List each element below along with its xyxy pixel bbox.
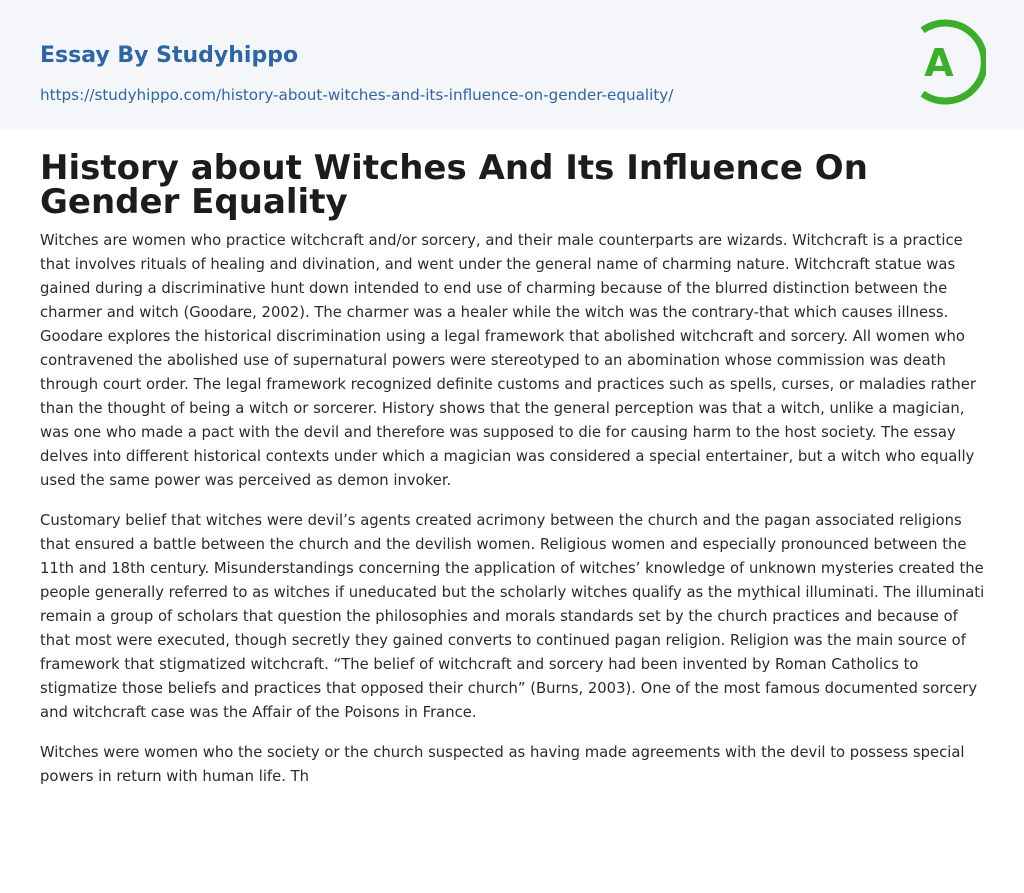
page-title: History about Witches And Its Influence On Gender Equality [40, 148, 868, 222]
essay-paragraph: Customary belief that witches were devil’s agents created acrimony between the church and the pagan associated religions that ensured a battle between the church and the devilish women. Religious women and especially pronounced between the 11th and 18th century. Misunderstandings concerning the application of witches’ knowledge of unknown mysteries created the people generally referred to as witches if uneducated but the scholarly witches qualify as the mythical illuminati. The illuminati remain a group of scholars that question the philosophies and morals standards set by the church practices and because of that most were executed, though secretly they gained converts to continued pagan religion. Religion was the main source of framework that stigmatized witchcraft. “The belief of witchcraft and sorcery had been invented by Roman Catholics to stigmatize those beliefs and practices that opposed their church” (Burns, 2003). One of the most famous documented sorcery and witchcraft case was the Affair of the Poisons in France. [40, 512, 985, 721]
page-url-link[interactable]: https://studyhippo.com/history-about-witches-and-its-influence-on-gender-equality/ [40, 86, 674, 104]
essay-body [40, 229, 986, 805]
essay-paragraph: Witches are women who practice witchcraft and/or sorcery, and their male counterparts are wizards. Witchcraft is a practice that involves rituals of healing and divination, and went under the general name of charming nature. Witchcraft statue was gained during a discriminative hunt down intended to end use of charming because of the blurred distinction between the charmer and witch (Goodare, 2002). The charmer was a healer while the witch was the contrary-that which causes illness. Goodare explores the historical discrimination using a legal framework that abolished witchcraft and sorcery. All women who contravened the abolished use of supernatural powers were stereotyped to an abomination whose commission was death through court order. The legal framework recognized definite customs and practices such as spells, curses, or maladies rather than the thought of being a witch or sorcerer. History shows that the general perception was that a witch, unlike a magician, was one who made a pact with the devil and therefore was supposed to die for causing harm to the host society. The essay delves into different historical contexts under which a magician was considered a special entertainer, but a witch who equally used the same power was perceived as demon invoker. [40, 232, 976, 489]
site-header [0, 0, 1024, 129]
essay-paragraph: Witches were women who the society or the church suspected as having made agreements with the devil to possess special powers in return with human life. Th [40, 744, 965, 785]
logo-letter: A [924, 41, 954, 85]
studyhippo-logo-icon[interactable] [912, 18, 986, 106]
site-brand[interactable]: Essay By Studyhippo [40, 43, 299, 68]
